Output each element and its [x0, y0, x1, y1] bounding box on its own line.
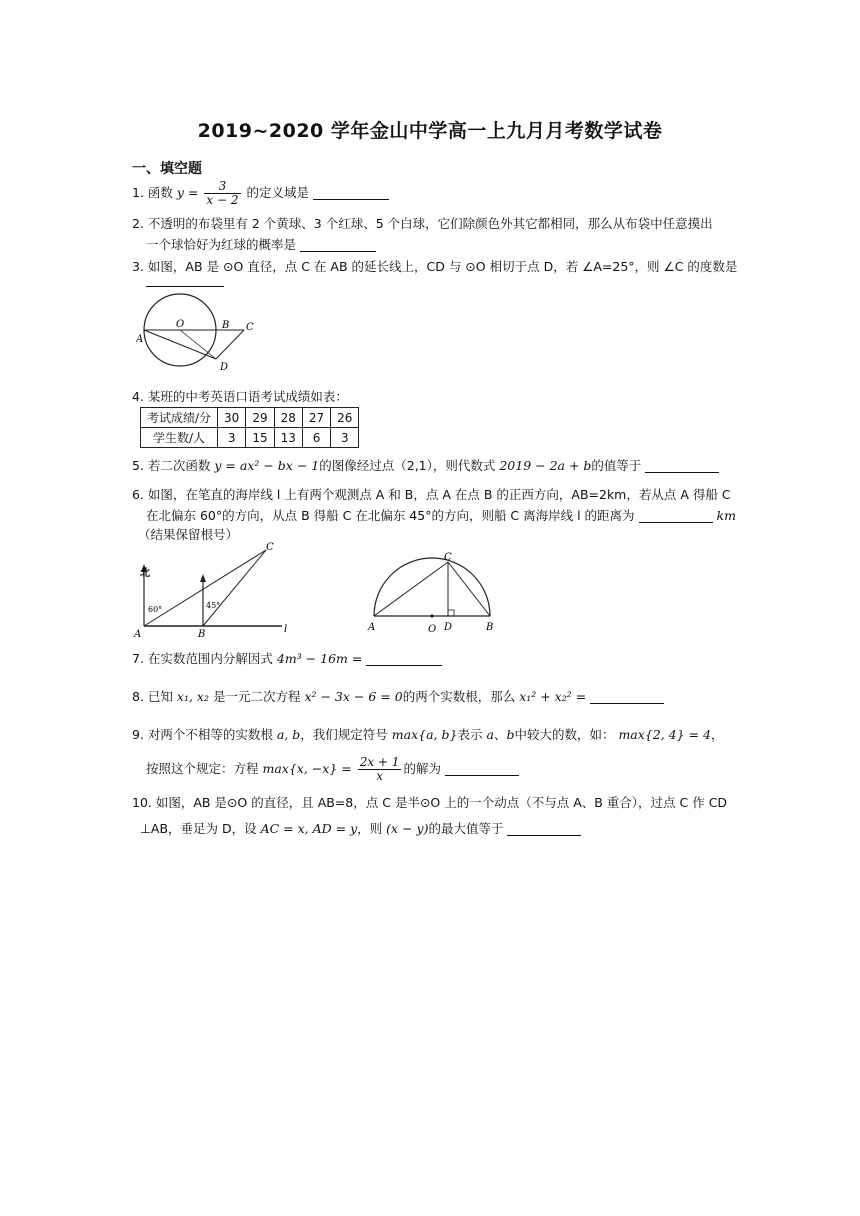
question-8: 8. 已知 x₁, x₂ 是一元二次方程 x² − 3x − 6 = 0的两个实数根，那么 x₁² + x₂² =	[132, 686, 732, 708]
question-2-line-2: 一个球恰好为红球的概率是	[146, 234, 746, 256]
question-10-line-1: 10. 如图，AB 是⊙O 的直径，且 AB=8，点 C 是半⊙O 上的一个动点（不与点 A、B 重合），过点 C 作 CD	[132, 795, 728, 810]
svg-text:C: C	[444, 552, 452, 563]
svg-text:A: A	[134, 629, 142, 640]
svg-text:C: C	[266, 542, 274, 553]
svg-text:l: l	[284, 624, 288, 635]
svg-text:B: B	[198, 629, 206, 640]
answer-blank[interactable]	[300, 237, 376, 252]
svg-text:O: O	[428, 624, 437, 635]
question-6-line-1: 6. 如图，在笔直的海岸线 l 上有两个观测点 A 和 B，点 A 在点 B 的正西方向，AB=2km，若从点 A 得船 C	[132, 487, 731, 502]
answer-blank[interactable]	[639, 508, 713, 523]
table-row: 学生数/人 3 15 13 6 3	[141, 428, 359, 448]
svg-text:D: D	[444, 622, 453, 633]
question-6-line-3: （结果保留根号）	[138, 527, 239, 542]
answer-blank[interactable]	[146, 272, 224, 287]
svg-text:O: O	[176, 319, 185, 330]
page-title: 2019~2020 学年金山中学高一上九月月考数学试卷	[197, 120, 663, 142]
fraction: $\frac{3}{x - 2}$	[206, 179, 239, 207]
scores-table	[140, 407, 359, 448]
question-1: 1. 函数 y = $\frac{3}{x - 2}$ 的定义域是	[132, 180, 732, 207]
answer-blank[interactable]	[313, 185, 389, 200]
question-4-line-1: 4. 某班的中考英语口语考试成绩如表：	[132, 389, 348, 404]
svg-text:北: 北	[140, 568, 150, 579]
svg-text:45°: 45°	[206, 601, 221, 610]
semicircle-figure	[362, 548, 502, 638]
svg-text:A: A	[368, 622, 376, 633]
question-2-line-1: 2. 不透明的布袋里有 2 个黄球、3 个红球、5 个白球，它们除颜色外其它都相同，那么从布袋中任意摸出	[132, 216, 713, 231]
svg-text:C: C	[246, 322, 254, 333]
question-9-line-2: 按照这个规定：方程 max{x, −x} = $\frac{2x + 1}{x}$ 的解为	[146, 756, 746, 783]
svg-text:A: A	[136, 334, 144, 345]
question-10-line-2: ⊥AB，垂足为 D，设 AC = x, AD = y，则 (x − y)的最大值等于	[140, 818, 740, 840]
answer-blank[interactable]	[507, 821, 581, 836]
question-6-line-2: 在北偏东 60°的方向，从点 B 得船 C 在北偏东 45°的方向，则船 C 离海岸线 l 的距离为 km	[146, 508, 736, 523]
svg-text:60°: 60°	[148, 605, 163, 614]
question-3-line-1: 3. 如图，AB 是 ⊙O 直径，点 C 在 AB 的延长线上，CD 与 ⊙O 相切于点 D，若 ∠A=25°，则 ∠C 的度数是	[132, 259, 738, 274]
circle-tangent-figure	[136, 290, 266, 378]
answer-blank[interactable]	[590, 689, 664, 704]
svg-text:B: B	[222, 320, 230, 331]
question-7: 7. 在实数范围内分解因式 4m³ − 16m =	[132, 648, 732, 670]
answer-blank[interactable]	[366, 651, 442, 666]
section-title: 一、填空题	[132, 161, 202, 177]
fraction: $\frac{2x + 1}{x}$	[359, 755, 400, 783]
answer-blank[interactable]	[445, 761, 519, 776]
table-row: 考试成绩/分 30 29 28 27 26	[141, 408, 359, 428]
question-5: 5. 若二次函数 y = ax² − bx − 1的图像经过点（2,1），则代数式 2019 − 2a + b的值等于	[132, 455, 732, 477]
coastline-figure	[130, 540, 300, 640]
question-9-line-1: 9. 对两个不相等的实数根 a, b，我们规定符号 max{a, b}表示 a、b中较大的数，如： max{2, 4} = 4，	[132, 727, 724, 742]
svg-text:D: D	[220, 362, 229, 373]
svg-text:B: B	[486, 622, 494, 633]
answer-blank[interactable]	[645, 458, 719, 473]
